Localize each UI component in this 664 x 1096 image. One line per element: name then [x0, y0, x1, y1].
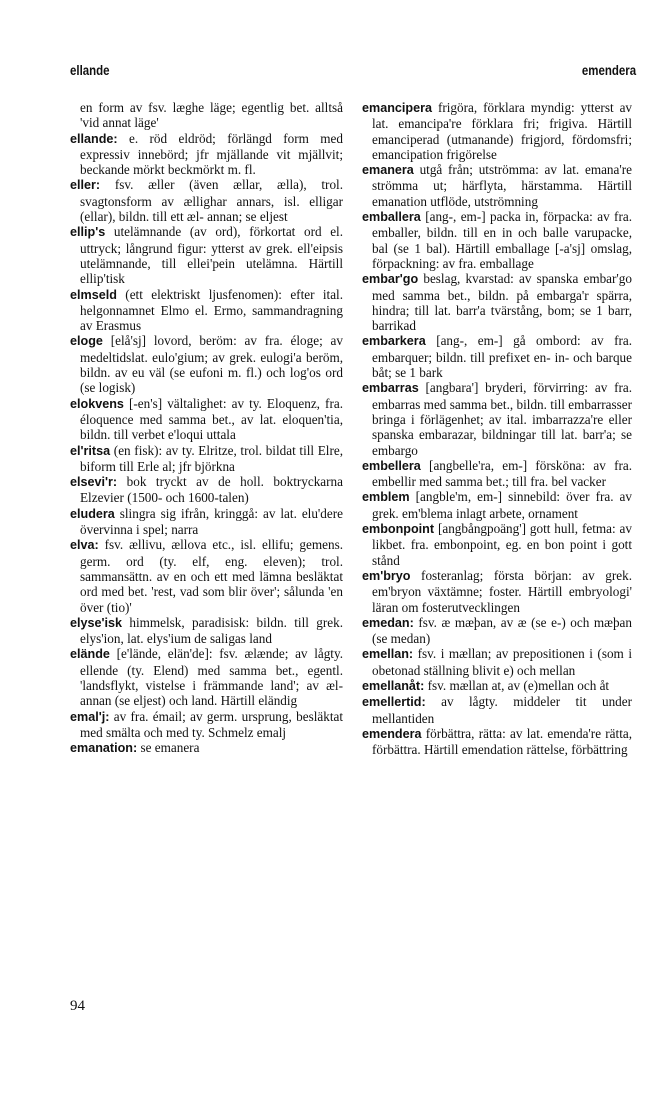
entry-headword: embar'go	[362, 272, 419, 287]
entry-headword: emellertid:	[362, 695, 426, 710]
dictionary-entry	[70, 615, 343, 647]
dictionary-entry	[362, 726, 632, 758]
entry-headword: emanation:	[70, 741, 138, 756]
entry-headword: elyse'isk	[70, 615, 123, 630]
entry-headword: elände	[70, 647, 110, 662]
entry-headword: eller:	[70, 178, 101, 193]
entry-text: (en fisk): av ty. Elritze, trol. bildat till Elre, biform till Erle al; jfr björkna	[80, 442, 344, 474]
entry-headword: ellip's	[70, 225, 106, 240]
entry-headword: emedan:	[362, 615, 414, 630]
dictionary-entry	[362, 521, 632, 568]
entry-headword: em'bryo	[362, 568, 411, 583]
entry-headword: el'ritsa	[70, 443, 111, 458]
entry-headword: eloge	[70, 334, 103, 349]
entry-text: utgå från; utströmma: av lat. emana're strömma ut; härflyta, härstamma. Härtill emanation utflöde, utströmning	[372, 162, 632, 209]
entry-headword: elsevi'r:	[70, 475, 118, 490]
dictionary-entry	[362, 568, 632, 615]
entry-text: [angbångpoäng'] gott hull, fetma: av likbet. fra. embonpoint, eg. en bon point i gott stånd	[372, 521, 632, 568]
running-head-right: emendera	[581, 62, 636, 78]
entry-text: fsv. æller (även ællar, ælla), trol. svagtonsform av ællighar annars, isl. elligar (ellar), bildn. till ett æl- annan; se eljest	[80, 177, 344, 225]
dictionary-entry	[362, 209, 632, 271]
dictionary-entry	[362, 380, 632, 457]
dictionary-entry	[70, 474, 343, 506]
dictionary-entry	[70, 333, 343, 395]
entry-headword: embonpoint	[362, 522, 435, 537]
entry-text: förbättra, rätta: av lat. emenda're rätta, förbättra. Härtill emendation rättelse, förbättring	[372, 725, 633, 758]
entry-text: utelämnande (av ord), förkortat ord el. uttryck; långrund figur: ytterst av grek. ell'eipsis utelämnande, till ellei'pein utelämna. Härtill ellip'tisk	[80, 224, 344, 287]
entry-text: fsv. ællivu, ællova etc., isl. ellifu; gemens. germ. ord (ty. elf, eng. eleven); trol. sammansättn. av en och ett med lämna besläktat ord med bet. 'rest, vad som blir över'; sålunda 'en över (tio)'	[80, 537, 344, 615]
dictionary-entry	[70, 396, 343, 443]
dictionary-entry	[362, 458, 632, 490]
entry-text: frigöra, förklara myndig: ytterst av lat. emancipa're förklara fri; frigiva. Härtill emanciperad (utmanande) frigjord, fördomsfri; emancipation frigörelse	[372, 100, 633, 162]
entry-headword: emanera	[362, 163, 414, 178]
entry-text: himmelsk, paradisisk: bildn. till grek. elys'ion, lat. elys'ium de saligas land	[80, 614, 343, 647]
dictionary-entry	[70, 131, 343, 178]
entry-text: slingra sig ifrån, kringgå: av lat. elu'dere övervinna i spel; narra	[80, 505, 343, 538]
entry-text: se emanera	[140, 740, 200, 756]
entry-headword: emellan:	[362, 647, 414, 662]
dictionary-entry	[362, 694, 632, 726]
dictionary-entry	[362, 162, 632, 209]
entry-headword: ellande:	[70, 131, 118, 146]
dictionary-entry	[70, 506, 343, 538]
entry-text: [angbara'] bryderi, förvirring: av fra. embarras med samma bet., bildn. till embarrasser bringa i förlägenhet; av ital. imbarrazza're eller spanska embarazar, bildningar till lat. barr'a; se embargo	[372, 380, 633, 458]
right-column	[362, 100, 632, 757]
entry-headword: emendera	[362, 726, 422, 741]
entry-text: [elå'sj] lovord, beröm: av fra. éloge; av medeltidslat. eulo'gium; av grek. eulogi'a beröm, bildn. av eu väl (se eufoni m. fl.) och log'os ord (se logisk)	[80, 333, 343, 396]
dictionary-entry	[70, 177, 343, 224]
dictionary-entry	[70, 537, 343, 614]
running-head-left: ellande	[70, 62, 110, 78]
dictionary-entry	[70, 100, 343, 131]
entry-headword: elokvens	[70, 396, 124, 411]
dictionary-entry	[362, 489, 632, 521]
entry-text: [-en's] vältalighet: av ty. Eloquenz, fra. éloquence med samma bet., av lat. eloquen'tia, bildn. till verbet e'loqui uttala	[80, 395, 343, 443]
entry-headword: emblem	[362, 490, 410, 505]
entry-headword: emellanåt:	[362, 678, 425, 693]
entry-text: (ett elektriskt ljusfenomen): efter ital. helgonnamnet Elmo el. Ermo, sammandragning av Erasmus	[80, 286, 344, 334]
dictionary-entry	[362, 333, 632, 380]
dictionary-entry	[70, 443, 343, 475]
entry-headword: emballera	[362, 210, 421, 225]
entry-headword: elmseld	[70, 287, 117, 302]
dictionary-entry	[70, 646, 343, 708]
entry-text: fsv. æ mæþan, av æ (se e-) och mæþan (se medan)	[372, 614, 632, 647]
entry-text: fsv. i mællan; av prepositionen i (som i obetonad ställning blivit e) och mellan	[372, 646, 632, 678]
dictionary-entry	[362, 678, 632, 694]
entry-headword: emal'j:	[70, 709, 110, 724]
entry-headword: eludera	[70, 506, 115, 521]
page-number: 94	[70, 998, 85, 1014]
entry-text: e. röd eldröd; förlängd form med expressiv innebörd; jfr mjällande vit mjällvit; beckande mörkt beckmörkt m. fl.	[80, 130, 343, 178]
entry-text: en form av fsv. læghe läge; egentlig bet. alltså 'vid annat läge'	[80, 100, 343, 131]
dictionary-entry	[362, 646, 632, 678]
left-column	[70, 100, 343, 756]
entry-text: [ang-, em-] gå ombord: av fra. embarquer; bildn. till prefixet en- in- och barque båt; se 1 bark	[372, 333, 633, 381]
entry-headword: embarras	[362, 381, 419, 396]
dictionary-entry	[70, 709, 343, 741]
entry-text: fsv. mællan at, av (e)mellan och åt	[427, 677, 610, 693]
dictionary-entry	[362, 271, 632, 333]
entry-text: [e'lände, elän'de]: fsv. ælænde; av lågty. ellende (ty. Elend) med samma bet., egentl. 'landsflykt, vistelse i främmande land'; av æl- annan (se eljest) och land. Härtill eländig	[80, 646, 344, 709]
dictionary-entry	[70, 287, 343, 334]
entry-text: av lågty. middeler tit under mellantiden	[372, 694, 632, 726]
entry-headword: emancipera	[362, 101, 433, 115]
entry-headword: elva:	[70, 538, 99, 553]
entry-text: [angble'm, em-] sinnebild: över fra. av grek. em'blema inlagt arbete, ornament	[372, 489, 632, 521]
entry-text: av fra. émail; av germ. ursprung, besläktat med smälta och med ty. Schmelz emalj	[80, 708, 344, 740]
dictionary-entry	[70, 224, 343, 286]
entry-text: [angbelle'ra, em-] försköna: av fra. embellir med samma bet.; till fra. bel vacker	[372, 457, 633, 490]
entry-headword: embarkera	[362, 334, 426, 349]
dictionary-entry	[362, 100, 632, 162]
entry-text: bok tryckt av de holl. boktryckarna Elzevier (1500- och 1600-talen)	[80, 474, 343, 506]
dictionary-entry	[362, 615, 632, 647]
entry-text: beslag, kvarstad: av spanska embar'go med samma bet., bildn. på embarga'r spärra, hindra; till lat. barr'a tvärstång, bom; se 1 barr, barrikad	[372, 271, 632, 334]
entry-text: [ang-, em-] packa in, förpacka: av fra. emballer, bildn. till en in och balle varupacke, bal (se 1 bal). Härtill emballage [-a'sj] omslag, förpackning: av fra. emballage	[372, 209, 632, 271]
entry-headword: embellera	[362, 458, 421, 473]
dictionary-entry	[70, 740, 343, 756]
entry-text: fosteranlag; första början: av grek. em'bryon växtämne; foster. Härtill embryologi' läran om fosterutvecklingen	[372, 567, 633, 615]
